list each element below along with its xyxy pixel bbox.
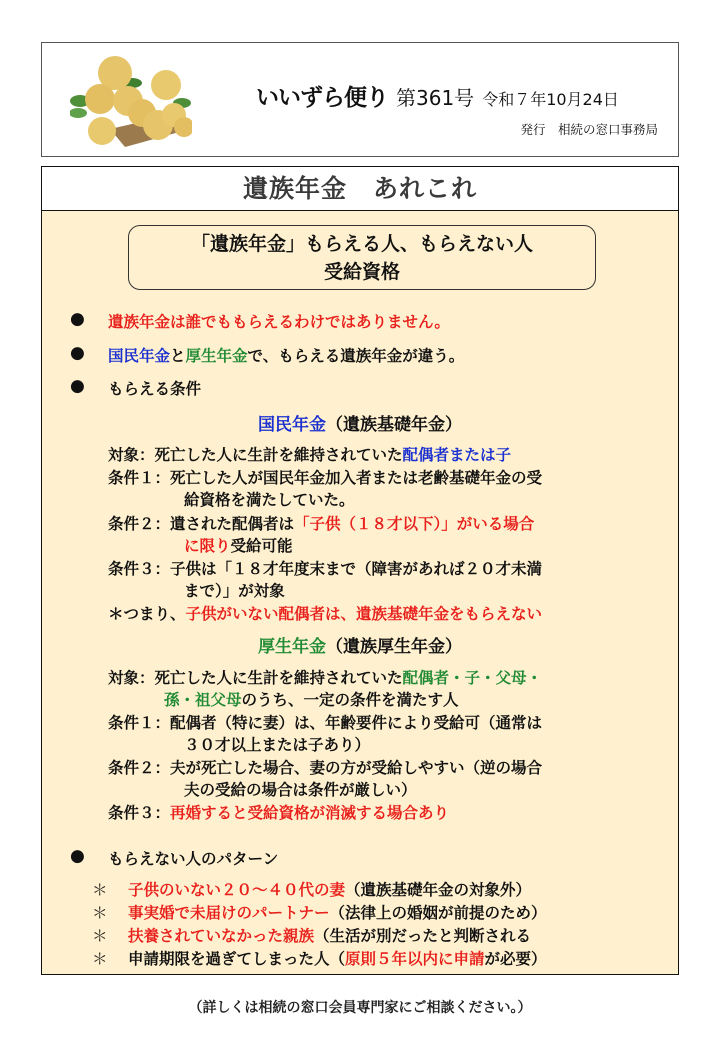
bullet-icon: ● <box>70 376 85 396</box>
pattern-item: 子供のいない２０～４０代の妻（遺族基礎年金の対象外） <box>128 881 532 899</box>
kokumin-target: 対象：死亡した人に生計を維持されていた配偶者または子 <box>108 446 512 464</box>
pattern-item: 事実婚で未届けのパートナー（法律上の婚姻が前提のため） <box>128 904 547 922</box>
publisher: 発行 相続の窓口事務局 <box>520 122 658 137</box>
kokumin-heading: 国民年金（遺族基礎年金） <box>258 415 462 435</box>
kousei-cond2-line2: 夫の受給の場合は条件が厳しい） <box>184 781 417 799</box>
footer-note: （詳しくは相続の窓口会員専門家にご相談ください。） <box>188 1000 532 1016</box>
kokumin-cond2-line1: 条件２：遺された配偶者は「子供（１８才以下）」がいる場合 <box>108 515 535 533</box>
asterisk-icon: ＊ <box>92 881 108 899</box>
kokumin-note: ＊つまり、子供がいない配偶者は、遺族基礎年金をもらえない <box>108 605 543 623</box>
kokumin-cond2-line2: に限り受給可能 <box>184 537 293 555</box>
subtitle-line-1: 「遺族年金」もらえる人、もらえない人 <box>190 233 533 255</box>
bullet-ineligible-patterns: もらえない人のパターン <box>108 850 279 868</box>
issue-date: 令和７年10月24日 <box>482 90 619 109</box>
bullet-icon: ● <box>70 309 85 329</box>
bullet-conditions: もらえる条件 <box>108 380 202 398</box>
asterisk-icon: ＊ <box>92 904 108 922</box>
issue-number: 第361号 <box>396 86 475 110</box>
pattern-item: 扶養されていなかった親族（生活が別だったと判断される <box>128 927 532 945</box>
masthead <box>256 79 619 112</box>
newsletter-name: いいずら便り <box>256 85 388 111</box>
kousei-target-line2: 孫・祖父母のうち、一定の条件を満たす人 <box>164 691 459 709</box>
kousei-heading: 厚生年金（遺族厚生年金） <box>258 637 462 657</box>
pears-image <box>70 51 192 151</box>
kousei-cond2-line1: 条件２：夫が死亡した場合、妻の方が受給しやすい（逆の場合 <box>108 759 543 777</box>
kokumin-cond1-line2: 給資格を満たしていた。 <box>184 491 355 509</box>
subtitle-line-2: 受給資格 <box>323 261 400 283</box>
asterisk-icon: ＊ <box>92 950 108 968</box>
bullet-icon: ● <box>70 846 85 866</box>
kokumin-cond3-line1: 条件３：子供は「１８才年度末まで（障害があれば２０才未満 <box>108 560 543 578</box>
bullet-not-everyone: 遺族年金は誰でももらえるわけではありません。 <box>108 313 450 331</box>
pattern-item: 申請期限を過ぎてしまった人（原則５年以内に申請が必要） <box>128 950 547 968</box>
subtitle-box <box>128 225 596 290</box>
content-panel <box>41 210 679 975</box>
bullet-icon: ● <box>70 343 85 363</box>
bullet-pension-types: 国民年金と厚生年金で、もらえる遺族年金が違う。 <box>108 347 465 365</box>
kousei-cond1-line1: 条件１：配偶者（特に妻）は、年齢要件により受給可（通常は <box>108 714 543 732</box>
newsletter-header <box>41 42 679 157</box>
kousei-cond1-line2: ３０才以上または子あり） <box>184 736 371 754</box>
kousei-cond3: 条件３：再婚すると受給資格が消滅する場合あり <box>108 804 450 822</box>
page-title: 遺族年金 あれこれ <box>41 166 679 211</box>
kokumin-cond1-line1: 条件１：死亡した人が国民年金加入者または老齢基礎年金の受 <box>108 469 543 487</box>
asterisk-icon: ＊ <box>92 927 108 945</box>
kokumin-cond3-line2: まで）」が対象 <box>184 582 285 600</box>
kousei-target-line1: 対象：死亡した人に生計を維持されていた配偶者・子・父母・ <box>108 669 543 687</box>
